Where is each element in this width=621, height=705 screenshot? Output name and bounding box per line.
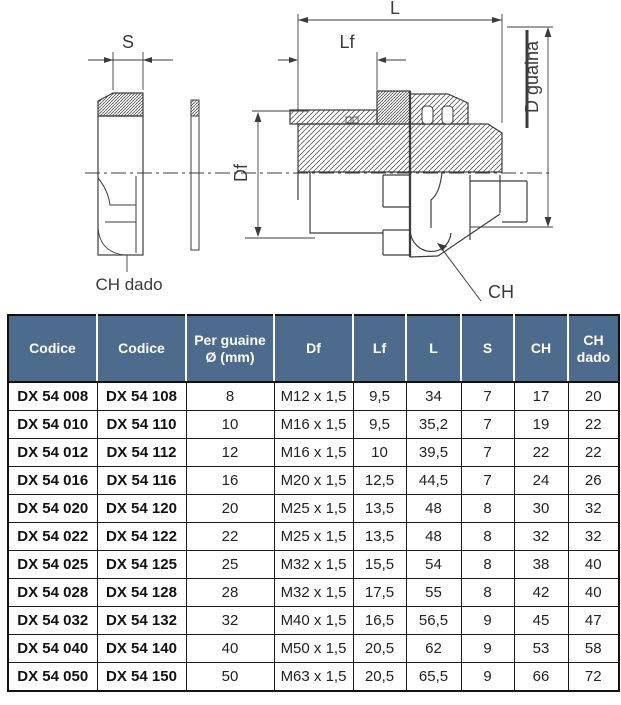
value-cell: 38 [514, 551, 568, 579]
column-header: Codice [8, 315, 97, 382]
value-cell: M16 x 1,5 [274, 439, 353, 467]
spec-table-wrap [7, 314, 618, 692]
value-cell: 7 [461, 411, 514, 439]
code-cell: DX 54 150 [97, 663, 186, 692]
code-cell: DX 54 040 [8, 635, 97, 663]
column-header: Per guaine Ø (mm) [186, 315, 274, 382]
value-cell: 54 [406, 551, 461, 579]
label-lf: Lf [339, 32, 355, 52]
column-header: Df [274, 315, 353, 382]
column-header: CH dado [568, 315, 619, 382]
value-cell: 22 [186, 523, 274, 551]
value-cell: 56,5 [406, 607, 461, 635]
column-header: S [461, 315, 514, 382]
value-cell: 44,5 [406, 467, 461, 495]
value-cell: 7 [461, 467, 514, 495]
value-cell: 9 [461, 635, 514, 663]
value-cell: 7 [461, 382, 514, 411]
table-row [8, 635, 619, 663]
label-ch: CH [488, 282, 514, 302]
table-row [8, 551, 619, 579]
value-cell: 19 [514, 411, 568, 439]
value-cell: 7 [461, 439, 514, 467]
value-cell: 10 [186, 411, 274, 439]
column-header: L [406, 315, 461, 382]
gland-body-section [278, 14, 527, 257]
value-cell: 17,5 [353, 579, 406, 607]
label-df: Df [231, 164, 251, 182]
code-cell: DX 54 125 [97, 551, 186, 579]
value-cell: 9 [461, 663, 514, 692]
value-cell: 8 [461, 495, 514, 523]
value-cell: M12 x 1,5 [274, 382, 353, 411]
cable-gland-drawing [0, 0, 621, 314]
table-row [8, 382, 619, 411]
value-cell: 22 [568, 439, 619, 467]
value-cell: 40 [568, 551, 619, 579]
value-cell: 20 [568, 382, 619, 411]
value-cell: 10 [353, 439, 406, 467]
label-s: S [121, 32, 135, 52]
table-row [8, 579, 619, 607]
value-cell: 17 [514, 382, 568, 411]
value-cell: 8 [461, 551, 514, 579]
value-cell: 40 [568, 579, 619, 607]
value-cell: 58 [568, 635, 619, 663]
value-cell: M25 x 1,5 [274, 523, 353, 551]
code-cell: DX 54 050 [8, 663, 97, 692]
column-header: Lf [353, 315, 406, 382]
spec-table-body [8, 382, 619, 691]
value-cell: 65,5 [406, 663, 461, 692]
value-cell: 50 [186, 663, 274, 692]
value-cell: 15,5 [353, 551, 406, 579]
value-cell: 48 [406, 495, 461, 523]
header-row [8, 315, 619, 382]
code-cell: DX 54 112 [97, 439, 186, 467]
value-cell: 9 [461, 607, 514, 635]
code-cell: DX 54 140 [97, 635, 186, 663]
ch-leader [437, 243, 481, 301]
value-cell: 13,5 [353, 495, 406, 523]
code-cell: DX 54 016 [8, 467, 97, 495]
value-cell: 47 [568, 607, 619, 635]
value-cell: 40 [186, 635, 274, 663]
value-cell: 12 [186, 439, 274, 467]
column-header: CH [514, 315, 568, 382]
value-cell: 32 [568, 523, 619, 551]
code-cell: DX 54 012 [8, 439, 97, 467]
value-cell: 30 [514, 495, 568, 523]
value-cell: M32 x 1,5 [274, 551, 353, 579]
spec-table [7, 314, 620, 692]
value-cell: 32 [514, 523, 568, 551]
value-cell: 42 [514, 579, 568, 607]
value-cell: 24 [514, 467, 568, 495]
value-cell: 72 [568, 663, 619, 692]
code-cell: DX 54 025 [8, 551, 97, 579]
code-cell: DX 54 128 [97, 579, 186, 607]
value-cell: 32 [568, 495, 619, 523]
code-cell: DX 54 010 [8, 411, 97, 439]
label-d-guaina: D guaina [522, 40, 542, 114]
code-cell: DX 54 122 [97, 523, 186, 551]
value-cell: 9,5 [353, 382, 406, 411]
value-cell: M25 x 1,5 [274, 495, 353, 523]
nut-side-view [88, 52, 173, 272]
label-ch-dado: CH dado [95, 275, 163, 294]
value-cell: 16 [186, 467, 274, 495]
value-cell: 9,5 [353, 411, 406, 439]
table-row [8, 607, 619, 635]
code-cell: DX 54 108 [97, 382, 186, 411]
code-cell: DX 54 032 [8, 607, 97, 635]
value-cell: 22 [568, 411, 619, 439]
value-cell: 66 [514, 663, 568, 692]
value-cell: 12,5 [353, 467, 406, 495]
value-cell: 39,5 [406, 439, 461, 467]
value-cell: 45 [514, 607, 568, 635]
code-cell: DX 54 022 [8, 523, 97, 551]
code-cell: DX 54 008 [8, 382, 97, 411]
value-cell: 13,5 [353, 523, 406, 551]
washer-side-view [191, 100, 199, 250]
value-cell: 35,2 [406, 411, 461, 439]
code-cell: DX 54 116 [97, 467, 186, 495]
code-cell: DX 54 020 [8, 495, 97, 523]
value-cell: 32 [186, 607, 274, 635]
value-cell: 25 [186, 551, 274, 579]
code-cell: DX 54 132 [97, 607, 186, 635]
value-cell: M63 x 1,5 [274, 663, 353, 692]
table-row [8, 411, 619, 439]
value-cell: 8 [186, 382, 274, 411]
value-cell: 48 [406, 523, 461, 551]
value-cell: 34 [406, 382, 461, 411]
value-cell: 16,5 [353, 607, 406, 635]
value-cell: 20,5 [353, 635, 406, 663]
value-cell: 8 [461, 579, 514, 607]
value-cell: 62 [406, 635, 461, 663]
value-cell: 20,5 [353, 663, 406, 692]
table-row [8, 439, 619, 467]
technical-drawing [0, 0, 621, 314]
value-cell: M32 x 1,5 [274, 579, 353, 607]
value-cell: M50 x 1,5 [274, 635, 353, 663]
value-cell: 28 [186, 579, 274, 607]
code-cell: DX 54 110 [97, 411, 186, 439]
value-cell: 8 [461, 523, 514, 551]
value-cell: 26 [568, 467, 619, 495]
value-cell: 55 [406, 579, 461, 607]
value-cell: M40 x 1,5 [274, 607, 353, 635]
value-cell: M20 x 1,5 [274, 467, 353, 495]
label-l: L [389, 0, 401, 18]
value-cell: 22 [514, 439, 568, 467]
code-cell: DX 54 028 [8, 579, 97, 607]
value-cell: 53 [514, 635, 568, 663]
table-row [8, 467, 619, 495]
table-row [8, 495, 619, 523]
value-cell: 20 [186, 495, 274, 523]
column-header: Codice [97, 315, 186, 382]
code-cell: DX 54 120 [97, 495, 186, 523]
table-row [8, 663, 619, 692]
table-row [8, 523, 619, 551]
value-cell: M16 x 1,5 [274, 411, 353, 439]
